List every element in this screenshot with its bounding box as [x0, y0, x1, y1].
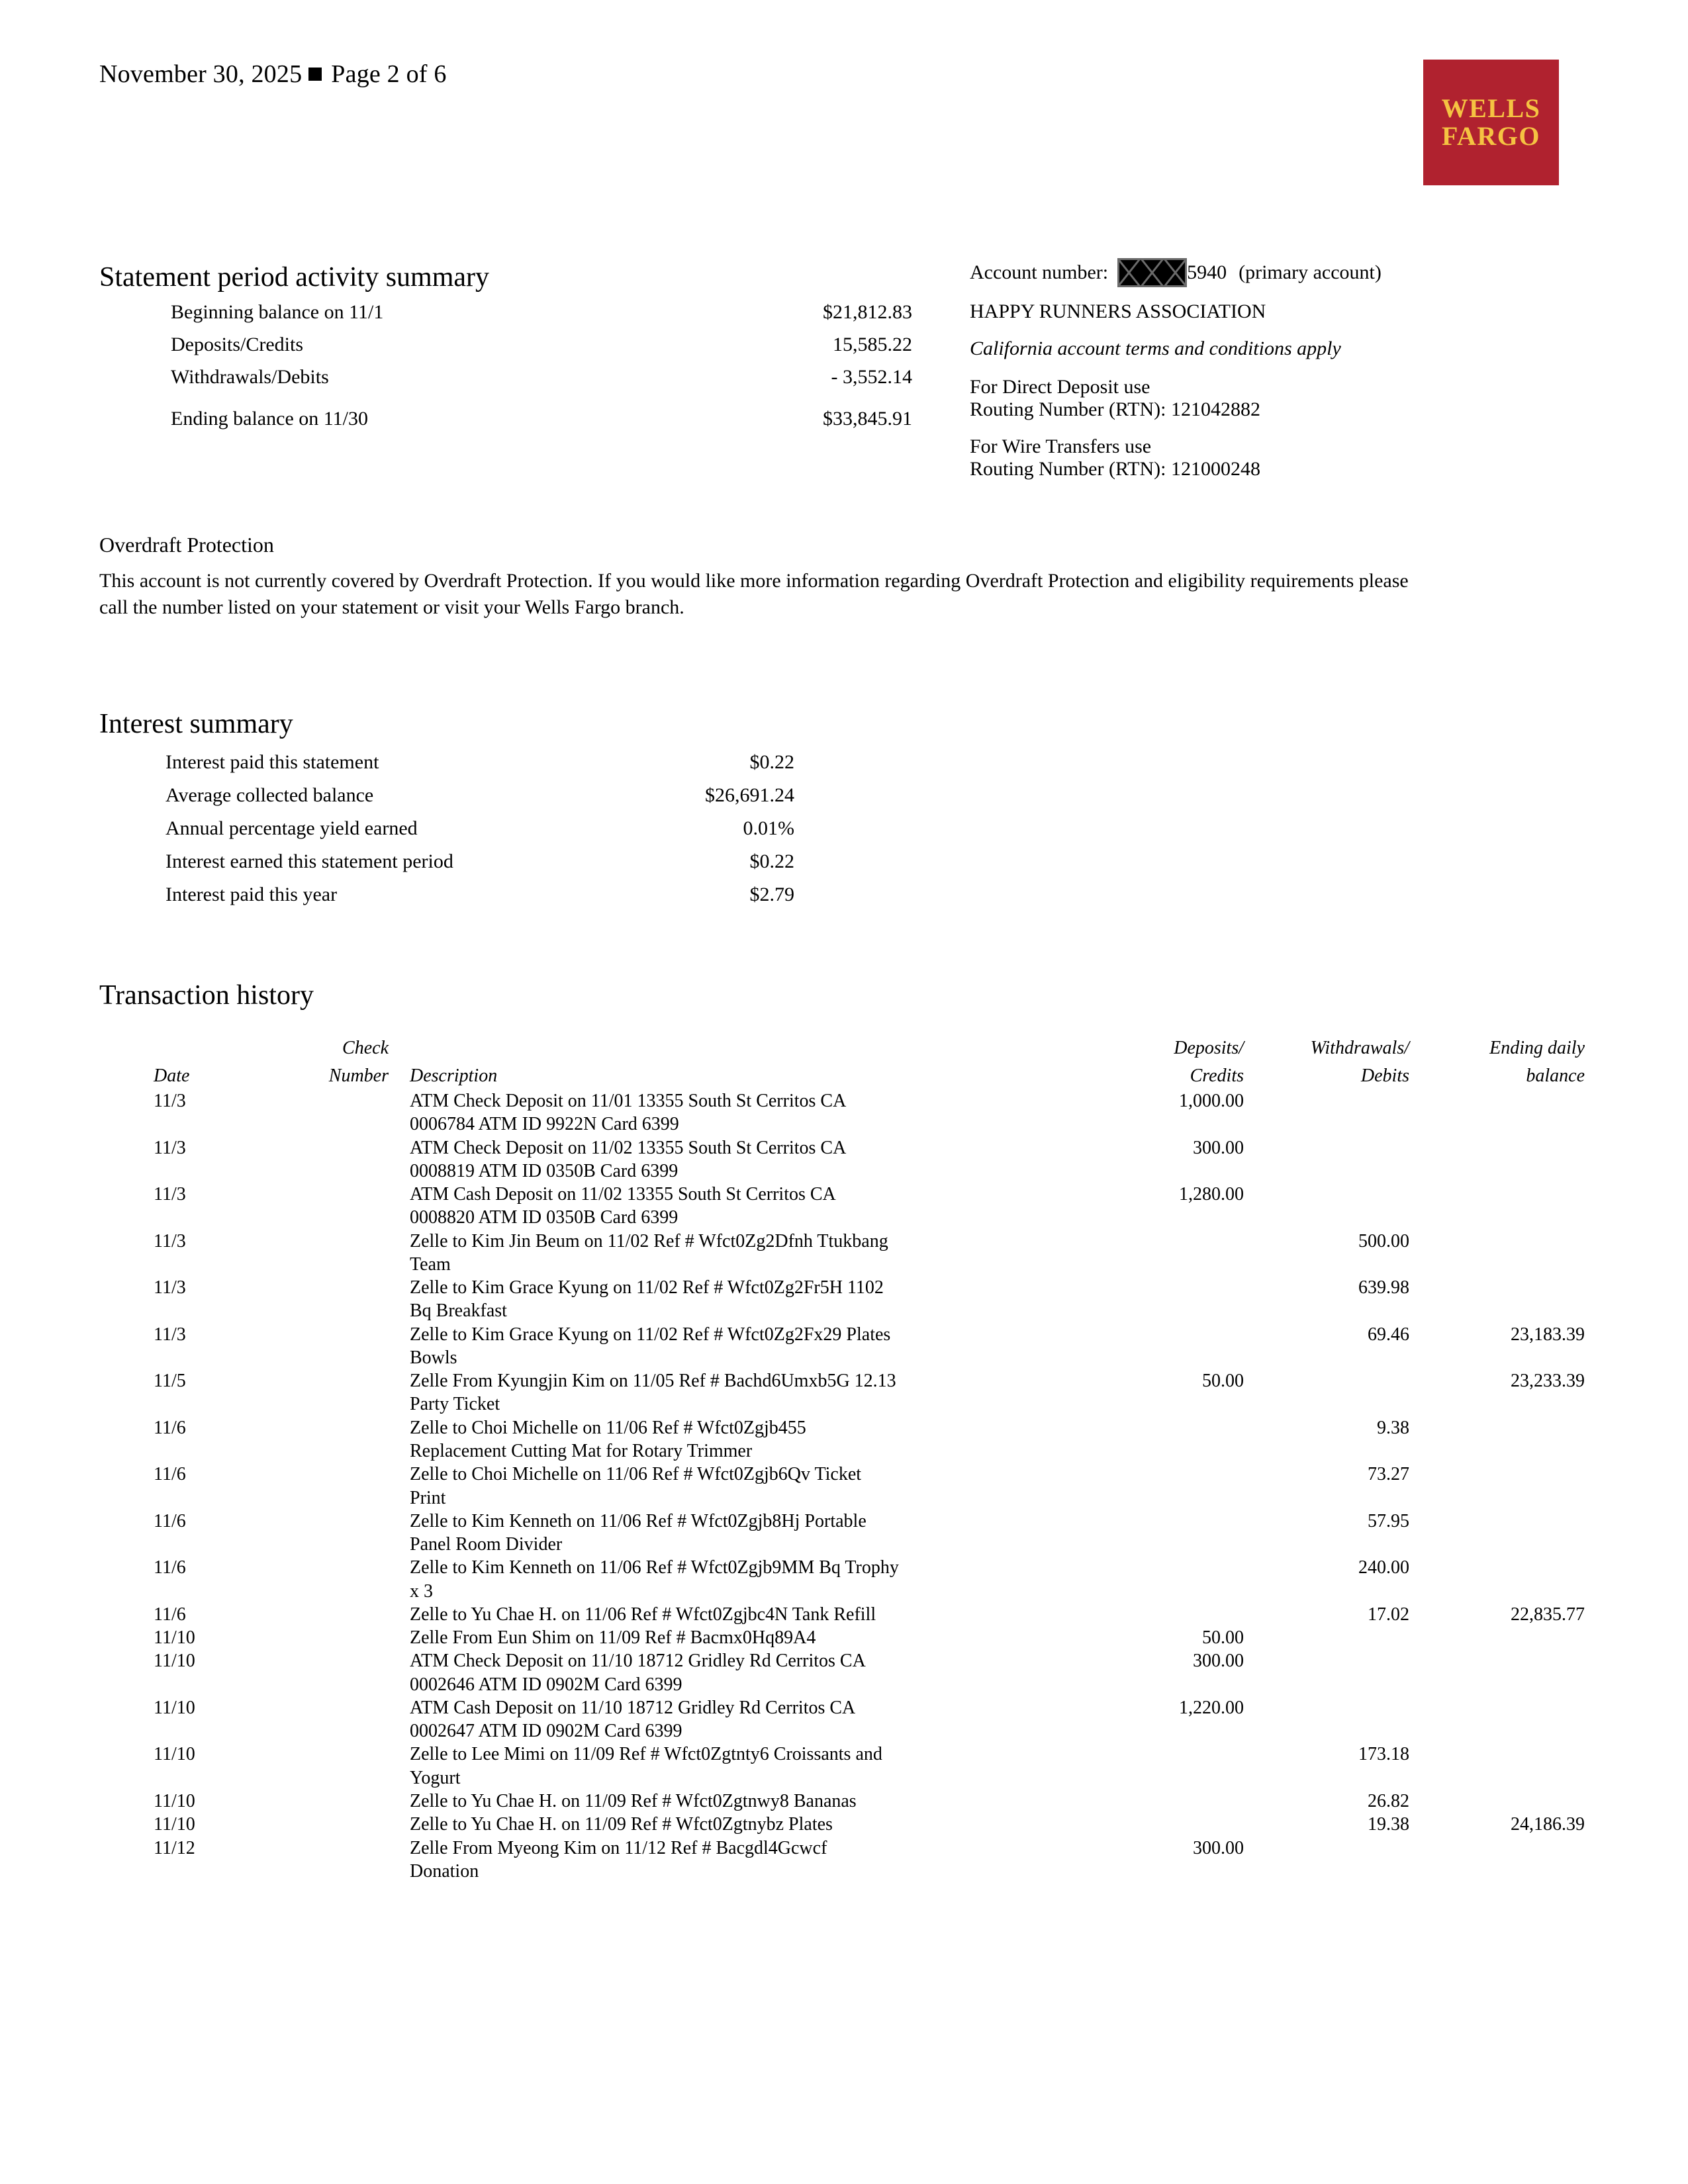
txn-description-line-1: Zelle to Yu Chae H. on 11/09 Ref # Wfct0Zgtnwy8 Bananas [410, 1790, 857, 1811]
txn-deposit-amount: 50.00 [1202, 1627, 1244, 1649]
direct-deposit-label: For Direct Deposit use [970, 376, 1150, 398]
txn-deposit-amount: 1,280.00 [1179, 1184, 1244, 1205]
txn-withdrawal-amount: 73.27 [1368, 1464, 1409, 1485]
table-row [154, 1837, 1564, 1884]
transaction-rows [154, 1089, 1585, 1883]
txn-description-line-1: Zelle to Lee Mimi on 11/09 Ref # Wfct0Zgtnty6 Croissants and [410, 1744, 882, 1765]
wire-transfer-group [970, 437, 1382, 479]
txn-description-line-1: Zelle to Kim Kenneth on 11/06 Ref # Wfct0Zgjb9MM Bq Trophy [410, 1557, 899, 1578]
txn-ending-balance: 23,183.39 [1511, 1324, 1585, 1345]
summary-value: $21,812.83 [823, 301, 912, 323]
summary-value: 15,585.22 [833, 334, 912, 355]
txn-description [398, 1276, 1078, 1323]
table-row [154, 1463, 1564, 1510]
txn-description-line-1: ATM Cash Deposit on 11/10 18712 Gridley Rd Cerritos CA [410, 1697, 856, 1718]
txn-description-line-1: Zelle to Choi Michelle on 11/06 Ref # Wfct0Zgjb6Qv Ticket [410, 1464, 862, 1485]
txn-description [398, 1089, 1078, 1136]
table-row [154, 1183, 1564, 1230]
txn-description [398, 1463, 1078, 1510]
txn-description [398, 1556, 1078, 1603]
interest-label: Interest earned this statement period [165, 850, 453, 872]
txn-description-line-2: Donation [410, 1860, 479, 1882]
col-check-header-top: Check [342, 1038, 389, 1058]
col-withdrawals-header-top: Withdrawals/ [1310, 1038, 1409, 1058]
txn-description-line-2: 0008819 ATM ID 0350B Card 6399 [410, 1160, 679, 1181]
account-number-visible-digits: 5940 [1187, 261, 1227, 283]
wells-fargo-logo [1423, 60, 1559, 185]
overdraft-protection-body: This account is not currently covered by Overdraft Protection. If you would like more information regarding Overdraft Protection and eligibility requirements please call the number listed on your statement or visit your Wells Fargo branch. [99, 570, 1409, 618]
table-row [154, 1276, 1564, 1323]
table-row [154, 1813, 1585, 1836]
summary-label: Deposits/Credits [171, 334, 303, 355]
txn-withdrawal-amount: 173.18 [1358, 1744, 1409, 1765]
summary-value: $33,845.91 [823, 408, 912, 430]
interest-label: Annual percentage yield earned [165, 817, 418, 839]
txn-date: 11/12 [154, 1837, 195, 1858]
page-number: Page 2 of 6 [331, 60, 447, 88]
txn-date: 11/3 [154, 1184, 186, 1205]
txn-description-line-1: Zelle to Kim Kenneth on 11/06 Ref # Wfct0Zgjb8Hj Portable [410, 1510, 867, 1531]
txn-description [398, 1369, 1078, 1416]
interest-label: Average collected balance [165, 784, 374, 806]
interest-row [165, 784, 794, 817]
txn-date: 11/10 [154, 1697, 195, 1718]
txn-deposit-amount: 300.00 [1193, 1137, 1244, 1158]
table-row [154, 1416, 1564, 1463]
col-check-header: Number [328, 1066, 389, 1086]
txn-description-line-1: Zelle From Myeong Kim on 11/12 Ref # Bacgdl4Gcwcf [410, 1837, 827, 1858]
txn-description-line-1: Zelle to Choi Michelle on 11/06 Ref # Wfct0Zgjb455 [410, 1417, 806, 1438]
interest-value: 0.01% [743, 817, 794, 839]
txn-description-line-1: Zelle From Eun Shim on 11/09 Ref # Bacmx0Hq89A4 [410, 1627, 816, 1649]
txn-withdrawal-amount: 57.95 [1368, 1510, 1409, 1531]
txn-date: 11/3 [154, 1230, 186, 1251]
interest-summary-table [165, 751, 794, 917]
txn-date: 11/6 [154, 1464, 186, 1485]
logo-line-1: WELLS [1441, 93, 1541, 123]
txn-description-line-1: Zelle to Yu Chae H. on 11/09 Ref # Wfct0Zgtnybz Plates [410, 1814, 833, 1835]
account-number-label: Account number: [970, 261, 1109, 283]
txn-description-line-2: Party Ticket [410, 1394, 500, 1415]
table-row [154, 1696, 1564, 1743]
txn-deposit-amount: 1,220.00 [1179, 1697, 1244, 1718]
account-type-note: (primary account) [1239, 261, 1382, 283]
txn-date: 11/6 [154, 1417, 186, 1438]
table-row [154, 1743, 1564, 1790]
txn-description-line-1: Zelle to Kim Grace Kyung on 11/02 Ref # Wfct0Zg2Fx29 Plates [410, 1324, 891, 1345]
txn-description-line-2: 0002646 ATM ID 0902M Card 6399 [410, 1674, 682, 1695]
txn-description [398, 1416, 1078, 1463]
statement-date: November 30, 2025 [99, 60, 303, 88]
txn-date: 11/10 [154, 1814, 195, 1835]
txn-withdrawal-amount: 17.02 [1368, 1604, 1409, 1625]
txn-withdrawal-amount: 639.98 [1358, 1277, 1409, 1298]
interest-label: Interest paid this year [165, 884, 338, 905]
txn-description [398, 1649, 1078, 1696]
transaction-table-header [154, 1032, 1585, 1087]
txn-description-line-2: Yogurt [410, 1767, 461, 1788]
txn-date: 11/10 [154, 1627, 195, 1649]
txn-date: 11/6 [154, 1604, 186, 1625]
txn-description-line-2: Print [410, 1487, 446, 1508]
txn-description-line-2: Team [410, 1253, 451, 1275]
statement-summary-title: Statement period activity summary [99, 262, 490, 293]
interest-row [165, 850, 794, 884]
txn-description-line-2: 0008820 ATM ID 0350B Card 6399 [410, 1207, 679, 1228]
txn-description [398, 1790, 1078, 1813]
txn-description-line-2: Bowls [410, 1347, 457, 1368]
interest-summary-title: Interest summary [99, 709, 293, 739]
txn-description-line-2: x 3 [410, 1580, 433, 1602]
txn-description-line-1: Zelle to Yu Chae H. on 11/06 Ref # Wfct0Zgjbc4N Tank Refill [410, 1604, 876, 1625]
txn-description-line-1: ATM Check Deposit on 11/01 13355 South St Cerritos CA [410, 1091, 847, 1111]
col-balance-header-top: Ending daily [1489, 1038, 1585, 1058]
txn-withdrawal-amount: 26.82 [1368, 1790, 1409, 1811]
txn-description [398, 1626, 1078, 1649]
wire-transfer-label: For Wire Transfers use [970, 435, 1152, 457]
txn-deposit-amount: 300.00 [1193, 1837, 1244, 1858]
txn-description [398, 1323, 1078, 1370]
summary-label: Ending balance on 11/30 [171, 408, 368, 430]
table-row [154, 1510, 1564, 1557]
table-row [154, 1790, 1564, 1813]
interest-row [165, 884, 794, 917]
txn-ending-balance: 24,186.39 [1511, 1814, 1585, 1835]
txn-description [398, 1510, 1078, 1557]
txn-date: 11/6 [154, 1510, 186, 1531]
table-row [154, 1323, 1585, 1370]
txn-description-line-1: Zelle From Kyungjin Kim on 11/05 Ref # Bachd6Umxb5G 12.13 [410, 1371, 896, 1392]
txn-description-line-1: ATM Check Deposit on 11/10 18712 Gridley Rd Cerritos CA [410, 1651, 866, 1672]
table-row [154, 1556, 1564, 1603]
table-row [154, 1136, 1564, 1183]
txn-description [398, 1743, 1078, 1790]
redacted-x-box-icon [1117, 258, 1187, 287]
txn-date: 11/3 [154, 1091, 186, 1111]
txn-deposit-amount: 1,000.00 [1179, 1091, 1244, 1111]
txn-date: 11/3 [154, 1324, 186, 1345]
table-row [154, 1603, 1585, 1626]
interest-row [165, 817, 794, 850]
txn-date: 11/5 [154, 1371, 186, 1392]
col-balance-header: balance [1526, 1066, 1585, 1086]
col-withdrawals-header: Debits [1360, 1066, 1409, 1086]
interest-value: $0.22 [749, 850, 794, 872]
txn-description-line-1: Zelle to Kim Jin Beum on 11/02 Ref # Wfct0Zg2Dfnh Ttukbang [410, 1230, 888, 1251]
table-row [154, 1230, 1564, 1277]
txn-withdrawal-amount: 19.38 [1368, 1814, 1409, 1835]
account-terms-note: California account terms and conditions apply [970, 338, 1341, 359]
txn-description [398, 1813, 1078, 1836]
statement-summary-table [171, 301, 912, 440]
txn-date: 11/3 [154, 1137, 186, 1158]
table-row [154, 1626, 1564, 1649]
txn-deposit-amount: 50.00 [1202, 1371, 1244, 1392]
txn-ending-balance: 22,835.77 [1511, 1604, 1585, 1625]
txn-description-line-2: 0002647 ATM ID 0902M Card 6399 [410, 1721, 682, 1742]
txn-description [398, 1230, 1078, 1277]
txn-date: 11/3 [154, 1277, 186, 1298]
txn-description-line-2: Bq Breakfast [410, 1300, 507, 1322]
direct-deposit-routing-number: Routing Number (RTN): 121042882 [970, 398, 1260, 420]
txn-description-line-1: Zelle to Kim Grace Kyung on 11/02 Ref # Wfct0Zg2Fr5H 1102 [410, 1277, 884, 1298]
col-date-header: Date [154, 1066, 190, 1086]
txn-description [398, 1183, 1078, 1230]
table-row [154, 1089, 1564, 1136]
txn-description-line-2: Panel Room Divider [410, 1534, 563, 1555]
txn-description-line-2: Replacement Cutting Mat for Rotary Trimmer [410, 1440, 753, 1461]
col-deposits-header: Credits [1190, 1066, 1244, 1086]
txn-description [398, 1603, 1078, 1626]
txn-description-line-2: 0006784 ATM ID 9922N Card 6399 [410, 1114, 679, 1135]
wire-transfer-routing-number: Routing Number (RTN): 121000248 [970, 458, 1260, 480]
table-row [154, 1649, 1564, 1696]
txn-description [398, 1696, 1078, 1743]
interest-value: $26,691.24 [705, 784, 794, 806]
col-description-header: Description [410, 1066, 498, 1086]
txn-description [398, 1136, 1078, 1183]
summary-label: Beginning balance on 11/1 [171, 301, 384, 323]
header-row-bottom [154, 1059, 1585, 1087]
interest-label: Interest paid this statement [165, 751, 379, 773]
transaction-history-title: Transaction history [99, 980, 314, 1011]
header-row-top [154, 1032, 1585, 1059]
transaction-history-table [154, 1032, 1585, 1883]
account-info-block [970, 258, 1382, 482]
txn-date: 11/6 [154, 1557, 186, 1578]
txn-description-line-1: ATM Cash Deposit on 11/02 13355 South St Cerritos CA [410, 1184, 836, 1205]
col-deposits-header-top: Deposits/ [1174, 1038, 1244, 1058]
logo-line-2: FARGO [1442, 121, 1540, 151]
table-row [154, 1369, 1585, 1416]
interest-value: $2.79 [749, 884, 794, 905]
txn-date: 11/10 [154, 1651, 195, 1672]
txn-description [398, 1837, 1078, 1884]
summary-row [171, 408, 912, 440]
interest-value: $0.22 [749, 751, 794, 773]
txn-deposit-amount: 300.00 [1193, 1651, 1244, 1672]
txn-date: 11/10 [154, 1744, 195, 1765]
txn-withdrawal-amount: 240.00 [1358, 1557, 1409, 1578]
summary-row [171, 301, 912, 334]
page-header [99, 60, 447, 89]
summary-label: Withdrawals/Debits [171, 366, 329, 388]
txn-description-line-1: ATM Check Deposit on 11/02 13355 South St Cerritos CA [410, 1137, 847, 1158]
txn-ending-balance: 23,233.39 [1511, 1371, 1585, 1392]
account-holder-name: HAPPY RUNNERS ASSOCIATION [970, 300, 1266, 322]
txn-withdrawal-amount: 69.46 [1368, 1324, 1409, 1345]
interest-row [165, 751, 794, 784]
overdraft-protection-title: Overdraft Protection [99, 533, 274, 557]
direct-deposit-group [970, 377, 1382, 420]
txn-withdrawal-amount: 500.00 [1358, 1230, 1409, 1251]
summary-row [171, 366, 912, 398]
summary-row [171, 334, 912, 366]
account-number-line [970, 258, 1382, 287]
txn-date: 11/10 [154, 1790, 195, 1811]
txn-withdrawal-amount: 9.38 [1377, 1417, 1409, 1438]
summary-value: - 3,552.14 [831, 366, 912, 388]
black-square-bullet-icon [308, 68, 322, 81]
